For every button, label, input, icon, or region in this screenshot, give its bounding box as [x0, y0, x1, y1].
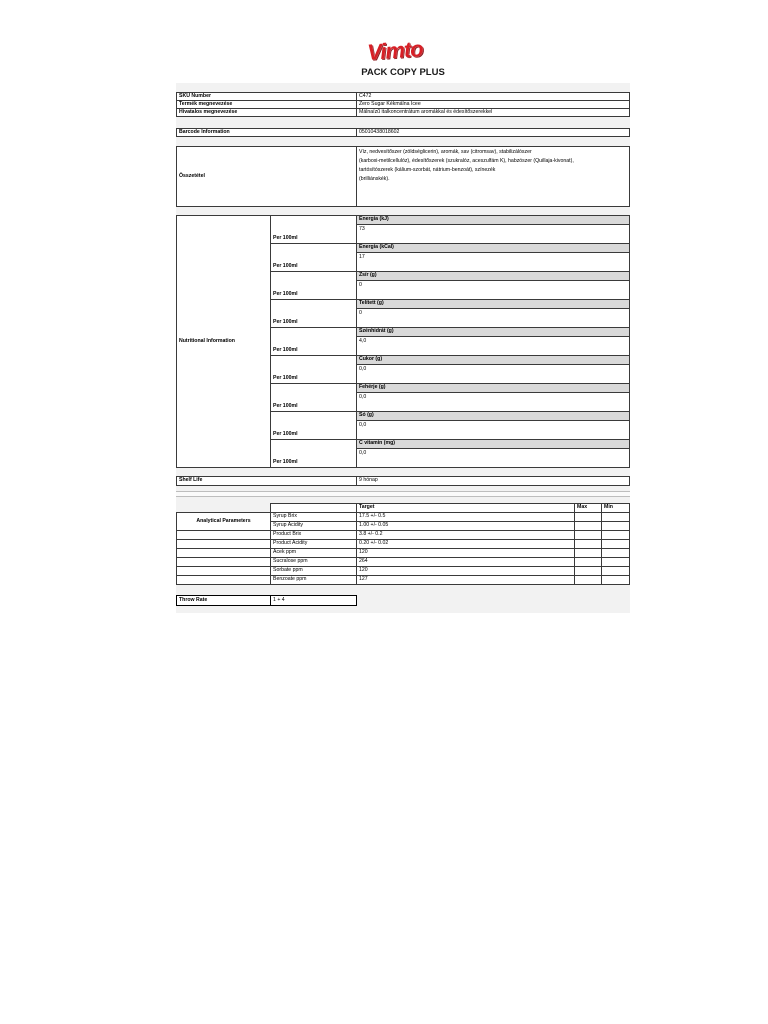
composition-text — [356, 146, 630, 207]
min-header: Min — [601, 503, 630, 513]
nutrient-name: Telített (g) — [356, 299, 630, 309]
nutrient-name: Energia (kCal) — [356, 243, 630, 253]
nutrient-basis: Per 100ml — [270, 355, 357, 384]
official-name-value: Málnaízű italkoncentrátum aromákkal és édesítőszerekkel — [356, 108, 630, 117]
barcode-label: Barcode Information — [176, 128, 357, 137]
nutrient-name: Energia (kJ) — [356, 215, 630, 225]
target-header: Target — [356, 503, 575, 513]
nutrient-name: C vitamin (mg) — [356, 439, 630, 449]
nutrient-value: 17 — [356, 252, 630, 272]
nutrient-basis: Per 100ml — [270, 243, 357, 272]
nutrient-value: 4,0 — [356, 336, 630, 356]
shelf-life-value: 9 hónap — [356, 476, 630, 486]
nutrient-basis: Per 100ml — [270, 271, 357, 300]
parameter-target: 120 — [356, 566, 575, 576]
nutrient-name: Só (g) — [356, 411, 630, 421]
composition-label: Összetétel — [176, 146, 357, 207]
nutrient-basis: Per 100ml — [270, 439, 357, 468]
nutrient-value: 0 — [356, 308, 630, 328]
parameter-target: 264 — [356, 557, 575, 567]
nutrient-value: 0,0 — [356, 364, 630, 384]
product-name-label: Termék megnevezése — [176, 100, 357, 109]
nutrition-label: Nutritional Information — [176, 215, 271, 468]
page-title: PACK COPY PLUS — [361, 67, 445, 78]
parameter-target: 3.8 +/- 0.2 — [356, 530, 575, 540]
nutrient-name: Szénhidrát (g) — [356, 327, 630, 337]
vimto-logo: Vimto — [366, 36, 424, 65]
nutrient-name: Zsír (g) — [356, 271, 630, 281]
throw-rate-label: Throw Rate — [176, 595, 271, 606]
sku-number-value: C472 — [356, 92, 630, 101]
parameter-name: Syrup Brix — [270, 512, 357, 522]
parameter-max — [574, 575, 602, 585]
nutrient-name: Fehérje (g) — [356, 383, 630, 393]
analytical-label-blank — [176, 575, 271, 585]
parameter-name: Product Acidity — [270, 539, 357, 549]
parameter-name: Product Brix — [270, 530, 357, 540]
parameter-min — [601, 575, 630, 585]
composition-line: (brilliánskék). — [359, 176, 390, 182]
throw-rate-value: 1 + 4 — [270, 595, 357, 606]
section-divider — [176, 491, 630, 497]
analytical-label: Analytical Parameters — [176, 512, 271, 531]
nutrient-basis: Per 100ml — [270, 299, 357, 328]
sku-number-label: SKU Number — [176, 92, 357, 101]
nutrient-basis: Per 100ml — [270, 383, 357, 412]
parameter-target: 0.20 +/- 0.02 — [356, 539, 575, 549]
nutrient-value: 73 — [356, 224, 630, 244]
nutrient-value: 0,0 — [356, 392, 630, 412]
parameter-name: Sorbate ppm — [270, 566, 357, 576]
parameter-target: 17.5 +/- 0.5 — [356, 512, 575, 522]
parameter-name: Syrup Acidity — [270, 521, 357, 531]
nutrient-basis: Per 100ml — [270, 327, 357, 356]
nutrient-value: 0 — [356, 280, 630, 300]
nutrient-value: 0,0 — [356, 448, 630, 468]
composition-line: (karboxi-metilcellulóz), édesítőszerek (szukralóz, aceszulfám K), habzószer (Quillaja-kivonat), — [359, 158, 574, 164]
nutrient-basis: Per 100ml — [270, 215, 357, 244]
parameter-target: 127 — [356, 575, 575, 585]
product-name-value: Zero Sugar Kékmálna Icee — [356, 100, 630, 109]
composition-line: tartósítószerek (kálium-szorbát, nátrium-benzoát), színezék — [359, 167, 496, 173]
parameter-target: 1.00 +/- 0.05 — [356, 521, 575, 531]
nutrient-value: 0,0 — [356, 420, 630, 440]
composition-line: Víz, nedvesítőszer (zöldséglicerin), aromák, sav (citromsav), stabilizálószer — [359, 149, 532, 155]
official-name-label: Hivatalos megnevezése — [176, 108, 357, 117]
parameter-target: 120 — [356, 548, 575, 558]
max-header: Max — [574, 503, 602, 513]
shelf-life-label: Shelf Life — [176, 476, 357, 486]
parameter-name: Acek ppm — [270, 548, 357, 558]
parameter-name: Sucralose ppm — [270, 557, 357, 567]
nutrient-name: Cukor (g) — [356, 355, 630, 365]
nutrient-basis: Per 100ml — [270, 411, 357, 440]
barcode-value: 05010438018602 — [356, 128, 630, 137]
parameter-name: Benzoate ppm — [270, 575, 357, 585]
